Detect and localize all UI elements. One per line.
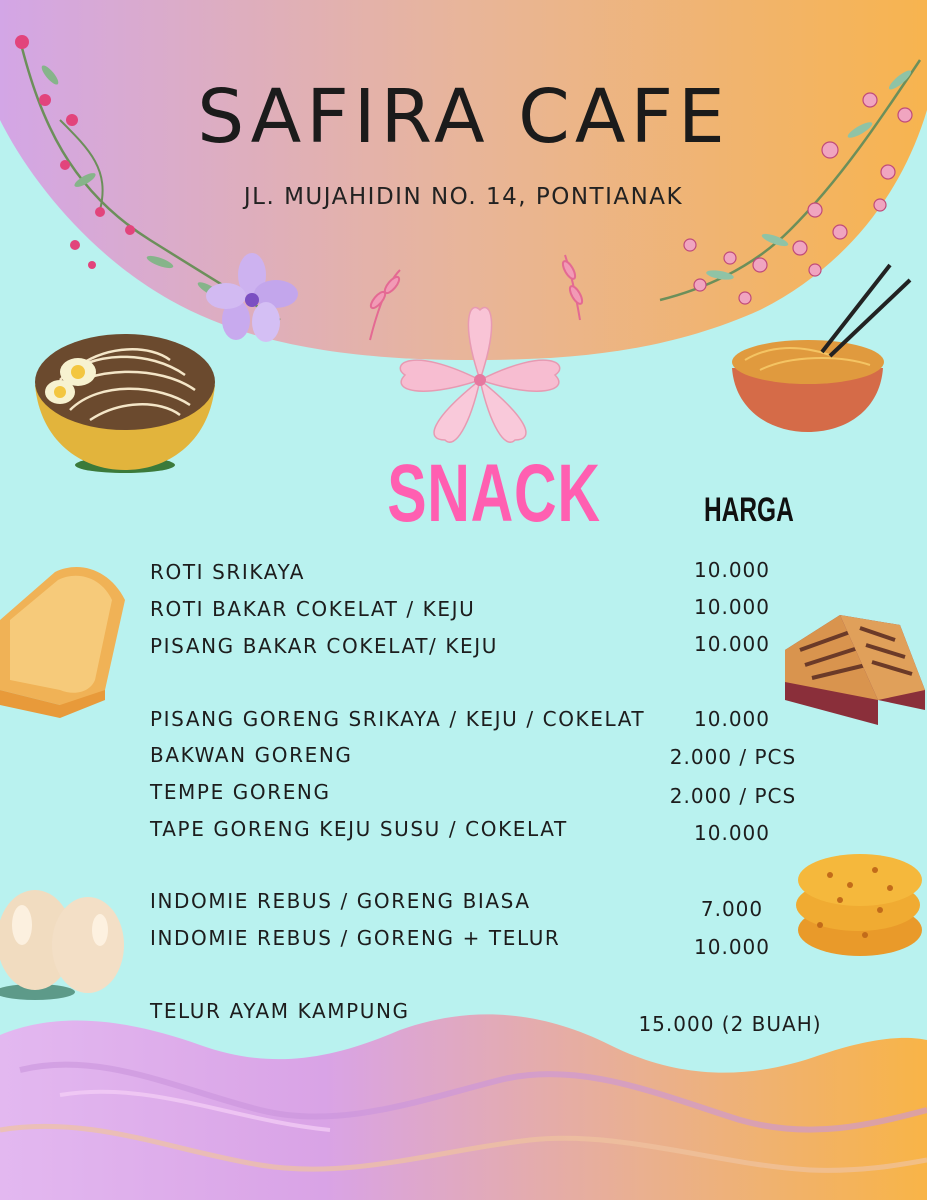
noodle-soup-bowl-icon: [35, 334, 215, 473]
menu-item-name: TAPE GORENG KEJU SUSU / COKELAT: [150, 817, 568, 841]
grilled-sandwich-icon: [785, 615, 925, 725]
eggs-icon: [0, 890, 124, 1000]
fried-fritters-icon: [796, 854, 922, 956]
price-column-header: HARGA: [704, 491, 794, 529]
menu-item-name: ROTI BAKAR COKELAT / KEJU: [150, 597, 476, 621]
menu-item-name: PISANG BAKAR COKELAT/ KEJU: [150, 634, 499, 658]
section-title: SNACK: [387, 448, 601, 539]
cafe-address: JL. MUJAHIDIN NO. 14, PONTIANAK: [243, 184, 684, 210]
menu-item-name: TELUR AYAM KAMPUNG: [150, 999, 410, 1023]
menu-item-name: INDOMIE REBUS / GORENG BIASA: [150, 889, 531, 913]
menu-item-name: BAKWAN GORENG: [150, 743, 353, 767]
bread-slice-icon: [0, 567, 125, 718]
menu-item-name: ROTI SRIKAYA: [150, 560, 306, 584]
menu-item-name: PISANG GORENG SRIKAYA / KEJU / COKELAT: [150, 707, 646, 731]
noodle-bowl-chopsticks-icon: [732, 265, 910, 432]
cafe-title: SAFIRA CAFE: [197, 74, 730, 160]
menu-item-name: INDOMIE REBUS / GORENG + TELUR: [150, 926, 561, 950]
menu-item-name: TEMPE GORENG: [150, 780, 331, 804]
